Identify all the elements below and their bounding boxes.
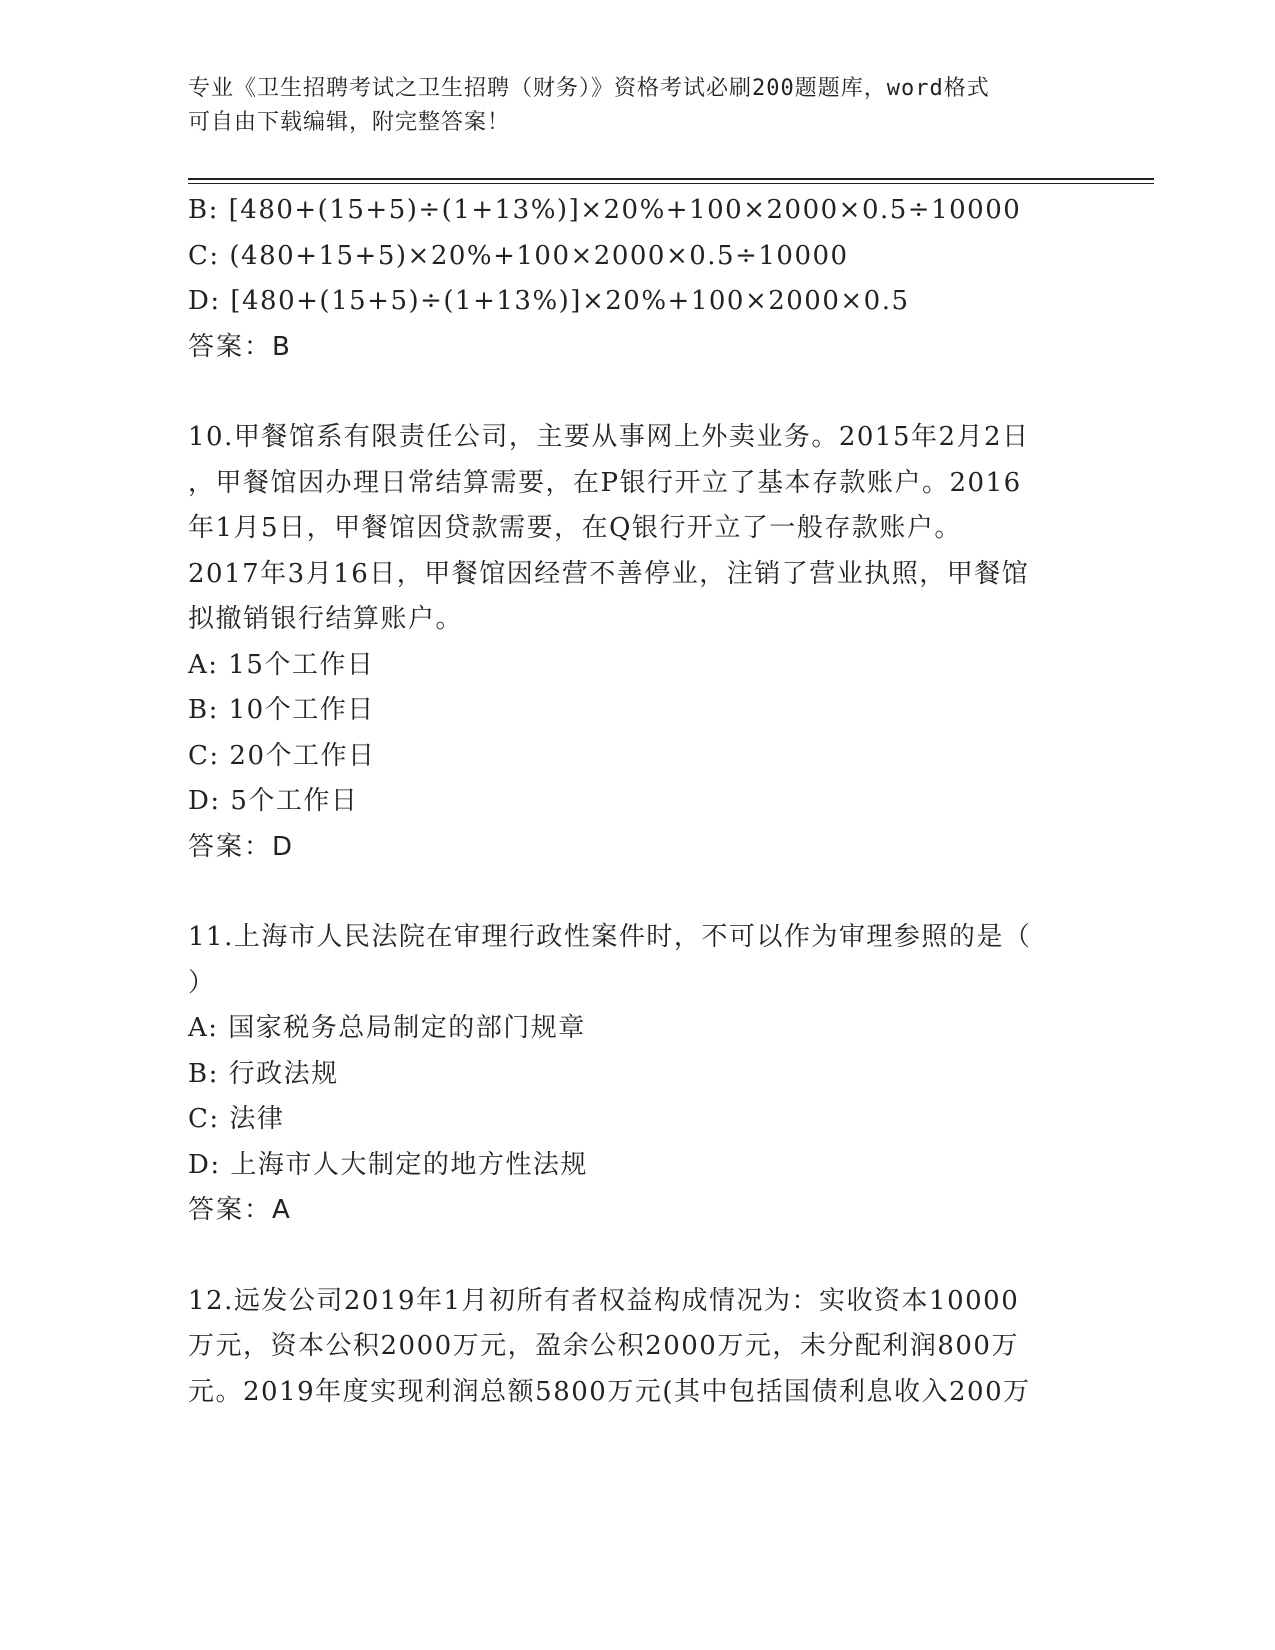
document-header [188, 72, 1068, 140]
question-11 [188, 915, 1078, 1234]
question-stem-line: 10.甲餐馆系有限责任公司，主要从事网上外卖业务。2015年2月2日 [188, 422, 1030, 452]
question-9 [188, 188, 1078, 370]
question-stem-line: 11.上海市人民法院在审理行政性案件时，不可以作为审理参照的是（ [188, 922, 1032, 952]
header-line-1: 专业《卫生招聘考试之卫生招聘（财务）》资格考试必刷200题题库，word格式 [188, 76, 990, 101]
question-stem-line: 12.远发公司2019年1月初所有者权益构成情况为：实收资本10000 [188, 1285, 1020, 1316]
option-a: A: 国家税务总局制定的部门规章 [188, 1013, 586, 1043]
answer: 答案：B [188, 331, 292, 362]
question-stem-line: 元。2019年度实现利润总额5800万元(其中包括国债利息收入200万 [188, 1376, 1031, 1407]
spacer [188, 370, 1078, 415]
option-a: A: 15个工作日 [188, 649, 375, 680]
question-stem-line: ） [188, 967, 216, 998]
question-stem-line: 年1月5日，甲餐馆因贷款需要，在Q银行开立了一般存款账户。 [188, 513, 962, 543]
question-10 [188, 415, 1078, 870]
option-d: D: [480+(15+5)÷(1+13%)]×20%+100×2000×0.5 [188, 286, 910, 316]
option-d: D: 上海市人大制定的地方性法规 [188, 1149, 588, 1180]
answer: 答案：D [188, 831, 295, 862]
spacer [188, 870, 1078, 915]
question-content [188, 188, 1078, 1415]
option-c: C: 法律 [188, 1104, 285, 1134]
question-stem-line: 万元，资本公积2000万元，盈余公积2000万元，未分配利润800万 [188, 1331, 1019, 1361]
option-c: C: 20个工作日 [188, 740, 376, 771]
question-stem-line: 拟撤销银行结算账户。 [188, 604, 464, 634]
option-b: B: [480+(15+5)÷(1+13%)]×20%+100×2000×0.5÷10000 [188, 195, 1022, 225]
question-stem-line: 2017年3月16日，甲餐馆因经营不善停业，注销了营业执照，甲餐馆 [188, 558, 1030, 589]
option-b: B: 行政法规 [188, 1058, 339, 1089]
option-d: D: 5个工作日 [188, 786, 359, 816]
header-divider [188, 178, 1154, 184]
question-12 [188, 1279, 1078, 1416]
question-stem-line: ，甲餐馆因办理日常结算需要，在P银行开立了基本存款账户。2016 [188, 467, 1022, 498]
spacer [188, 1234, 1078, 1279]
option-b: B: 10个工作日 [188, 695, 375, 725]
answer: 答案：A [188, 1195, 292, 1225]
header-line-2: 可自由下载编辑，附完整答案！ [188, 110, 511, 135]
option-c: C: (480+15+5)×20%+100×2000×0.5÷10000 [188, 240, 849, 271]
